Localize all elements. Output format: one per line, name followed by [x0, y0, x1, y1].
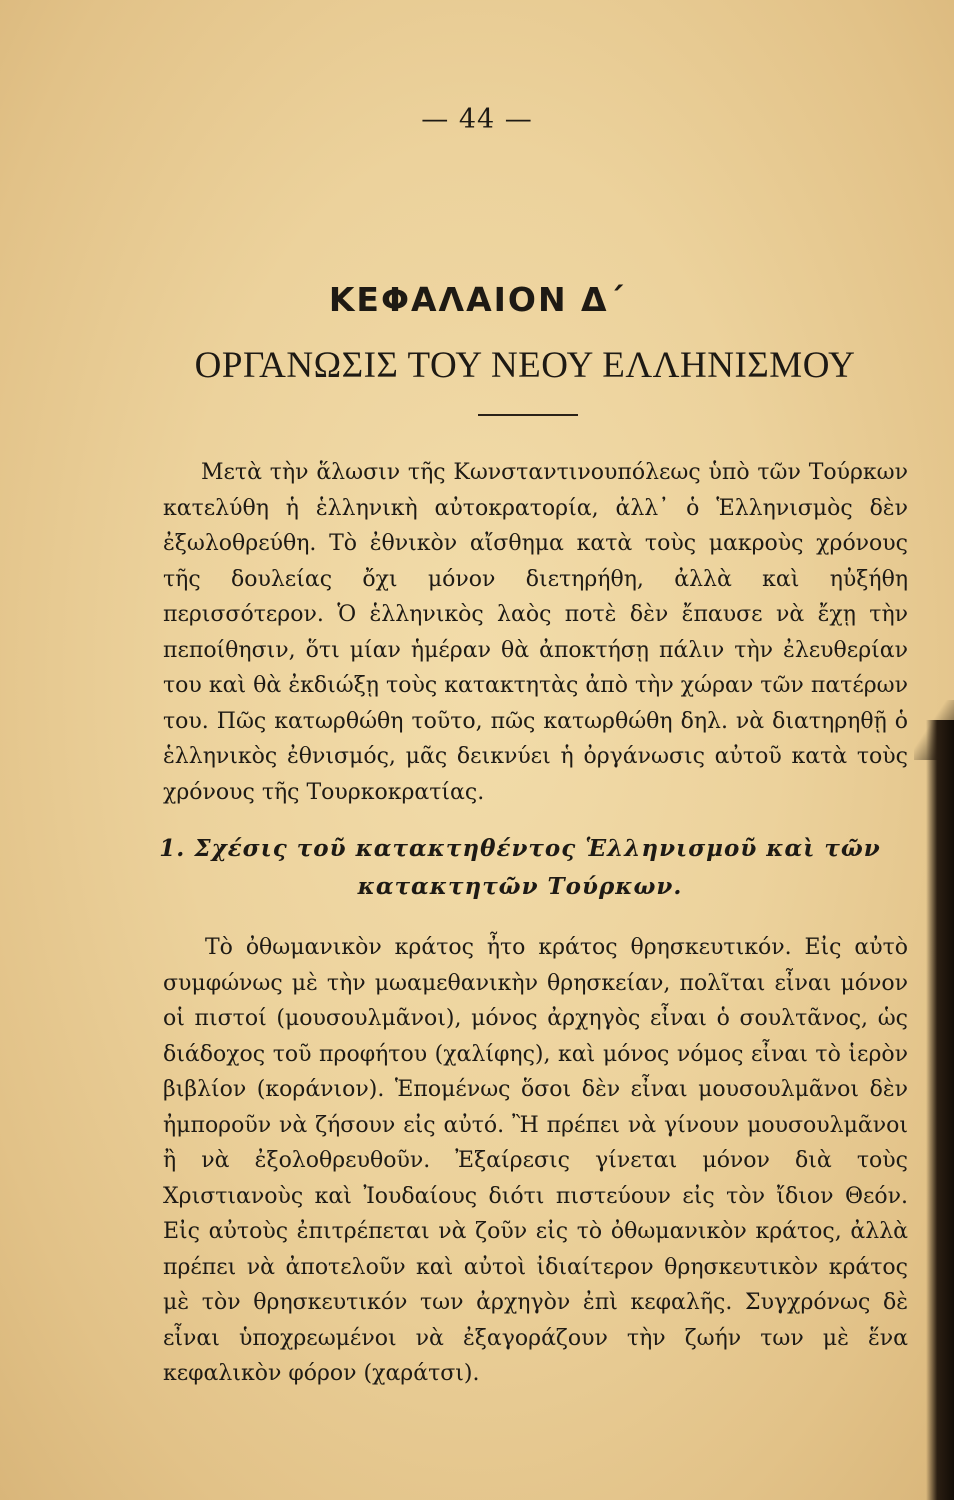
chapter-title: ΟΡΓΑΝΩΣΙΣ ΤΟΥ ΝΕΟΥ ΕΛΛΗΝΙΣΜΟΥ	[194, 345, 856, 386]
section-heading: 1. Σχέσις τοῦ κατακτηθέντος Ἑλληνισμοῦ καὶ τῶν κατακτητῶν Τούρκων.	[159, 835, 881, 900]
title-divider	[478, 414, 578, 416]
page-edge-shadow	[926, 720, 954, 1500]
section-paragraph: Τὸ ὀθωμανικὸν κράτος ἦτο κράτος θρησκευτικόν. Εἰς αὐτὸ συμφώνως μὲ τὴν μωαμεθανικὴν θρησκείαν, πολῖται εἶναι μόνον οἱ πιστοί (μουσουλμᾶνοι), μόνος ἀρχηγὸς εἶναι ὁ σουλτᾶνος, ὡς διάδοχος τοῦ προφήτου (χαλίφης), καὶ μόνος νόμος εἶναι τὸ ἱερὸν βιβλίον (κοράνιον). Ἑπομένως ὅσοι δὲν εἶναι μουσουλμᾶνοι δὲν ἠμποροῦν νὰ ζήσουν εἰς αὐτό. Ἢ πρέπει νὰ γίνουν μουσουλμᾶνοι ἢ νὰ ἐξολοθρευθοῦν. Ἐξαίρεσις γίνεται μόνον διὰ τοὺς Χριστιανοὺς καὶ Ἰουδαίους διότι πιστεύουν εἰς τὸν ἴδιον Θεόν. Εἰς αὐτοὺς ἐπιτρέπεται νὰ ζοῦν εἰς τὸ ὀθωμανικὸν κράτος, ἀλλὰ πρέπει νὰ ἀποτελοῦν καὶ αὐτοὶ ἰδιαίτερον θρησκευτικὸν κράτος μὲ τὸν θρησκευτικόν των ἀρχηγὸν ἐπὶ κεφαλῆς. Συγχρόνως δὲ εἶναι ὑποχρεωμένοι νὰ ἐξαγοράζουν τὴν ζωήν των μὲ ἕνα κεφαλικὸν φόρον (χαράτσι).	[163, 935, 908, 1386]
intro-paragraph: Μετὰ τὴν ἅλωσιν τῆς Κωνσταντινουπόλεως ὑπὸ τῶν Τούρκων κατελύθη ἡ ἑλληνικὴ αὐτοκρατορία, ἀλλ᾽ ὁ Ἑλληνισμὸς δὲν ἐξωλοθρεύθη. Τὸ ἐθνικὸν αἴσθημα κατὰ τοὺς μακροὺς χρόνους τῆς δουλείας ὄχι μόνον διετηρήθη, ἀλλὰ καὶ ηὐξήθη περισσότερον. Ὁ ἑλληνικὸς λαὸς ποτὲ δὲν ἔπαυσε νὰ ἔχῃ τὴν πεποίθησιν, ὅτι μίαν ἡμέραν θὰ ἀποκτήσῃ πάλιν τὴν ἐλευθερίαν του καὶ θὰ ἐκδιώξῃ τοὺς κατακτητὰς ἀπὸ τὴν χώραν τῶν πατέρων του. Πῶς κατωρθώθη τοῦτο, πῶς κατωρθώθη δηλ. νὰ διατηρηθῇ ὁ ἑλληνικὸς ἐθνισμός, μᾶς δεικνύει ἡ ὀργάνωσις αὐτοῦ κατὰ τοὺς χρόνους τῆς Τουρκοκρατίας.	[163, 460, 908, 805]
chapter-heading: ΚΕΦΑΛΑΙΟΝ Δ΄	[328, 280, 626, 319]
page-number: — 44 —	[421, 104, 533, 135]
